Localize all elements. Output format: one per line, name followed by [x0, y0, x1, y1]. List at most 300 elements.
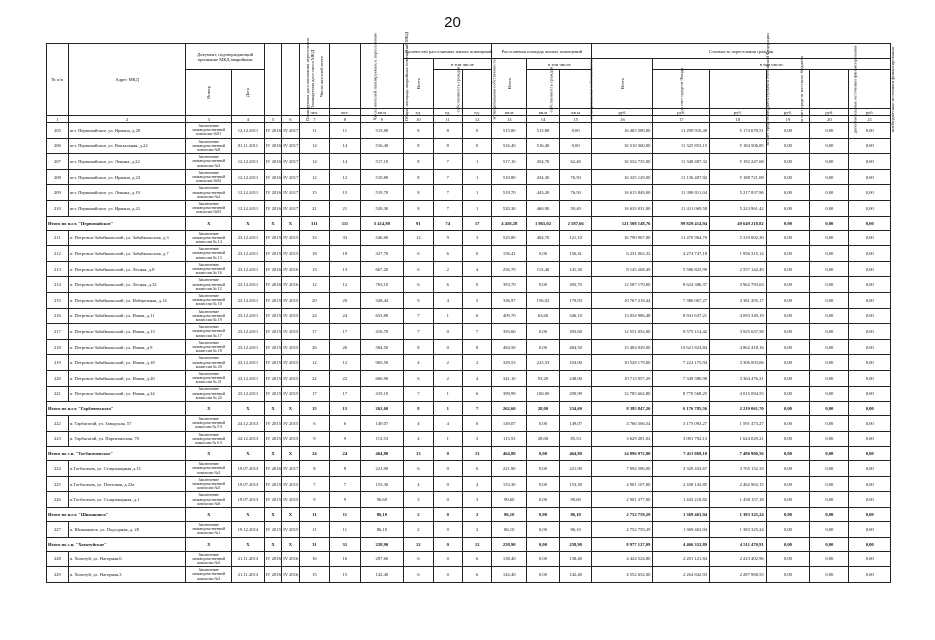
cost-cell: 4 015 094,55 [710, 386, 767, 402]
cost-cell: 0,00 [810, 261, 849, 277]
address-cell: пгт. Первомайское, ул. Вокзальная, д.22 [68, 138, 186, 154]
value-cell: 2 [462, 355, 491, 371]
value-cell: 28,00 [527, 402, 560, 416]
doc-date-cell: 12.12.2011 [232, 123, 265, 139]
cost-cell: 11 136 407,92 [653, 169, 710, 185]
doc-date-cell: X [232, 537, 265, 551]
value-cell: 16 [299, 551, 329, 567]
plan-demolish-cell: IV 2015 [282, 386, 299, 402]
cost-cell: 0,00 [849, 551, 891, 567]
subtotal-row [47, 537, 891, 551]
page-number: 20 [444, 14, 461, 31]
value-cell: 90,60 [360, 492, 404, 508]
row-number-cell: 208 [47, 169, 69, 185]
relocation-table [46, 31, 896, 583]
value-cell: 8 [433, 123, 462, 139]
value-cell: 2 [433, 355, 462, 371]
value-cell: 653,80 [360, 308, 404, 324]
unit-cell: кв.м [527, 109, 560, 116]
address-cell: п. Петровск-Забайкальский, ул. Набережная, д.14 [68, 292, 186, 308]
doc-date-cell: 24.12.2013 [232, 416, 265, 432]
cost-cell: 0,00 [849, 123, 891, 139]
value-cell: 11 [330, 508, 360, 522]
value-cell: 153,30 [360, 476, 404, 492]
doc-number-cell: Заключение межведомственной комиссии №5 [186, 476, 232, 492]
subtotal-label: Итого по п.г.т. "Шимановск" [47, 508, 186, 522]
value-cell: 525,80 [492, 230, 527, 246]
value-cell: 76,50 [559, 169, 592, 185]
value-cell: 149,07 [559, 416, 592, 432]
doc-date-cell: 12.12.2011 [232, 185, 265, 201]
column-number-cell: 1 [47, 116, 69, 123]
value-cell: 24 [330, 447, 360, 461]
value-cell: 311 [330, 216, 360, 230]
subtotal-row [47, 402, 891, 416]
value-cell: 8 [404, 339, 433, 355]
cost-cell: 10 621 824,84 [653, 339, 710, 355]
cost-cell: 11 398 011,04 [653, 185, 710, 201]
cost-cell: 4 511 470,91 [710, 537, 767, 551]
value-cell: 13 [330, 261, 360, 277]
value-cell: 8 [462, 339, 491, 355]
cost-cell: 7 386 067,27 [653, 292, 710, 308]
value-cell: 6 [404, 261, 433, 277]
plan-demolish-cell: IV 2015 [282, 492, 299, 508]
cost-cell: 0,00 [849, 308, 891, 324]
cost-cell: 8 395 847,26 [592, 402, 653, 416]
value-cell: 0,00 [527, 246, 560, 262]
value-cell: 1 [433, 402, 462, 416]
value-cell: 0 [433, 324, 462, 340]
value-cell: 460,90 [527, 200, 560, 216]
value-cell: 666,90 [360, 370, 404, 386]
value-cell: 17 [299, 324, 329, 340]
cost-cell: 0,00 [849, 508, 891, 522]
value-cell: 0 [462, 123, 491, 139]
plan-finish-cell: IV 2015 [264, 476, 281, 492]
cost-cell: 0,00 [766, 370, 810, 386]
unit-cell: кв.м [559, 109, 592, 116]
doc-date-cell: 23.12.2011 [232, 355, 265, 371]
cost-cell: 0,00 [849, 324, 891, 340]
value-cell: 516,40 [527, 138, 560, 154]
cost-cell: 4 466 352,89 [653, 537, 710, 551]
doc-number-cell: Заключение межведомственной комиссии № 16 [186, 261, 232, 277]
doc-date-cell: 12.12.2011 [232, 154, 265, 170]
value-cell: 0 [433, 461, 462, 477]
cost-cell: 1 383 325,24 [710, 522, 767, 538]
cost-cell: 5 223 961,42 [710, 200, 767, 216]
cost-cell: 0,00 [849, 386, 891, 402]
value-cell: 336,97 [492, 292, 527, 308]
cost-cell: 0,00 [849, 246, 891, 262]
plan-demolish-cell: IV 2017 [282, 185, 299, 201]
doc-date-cell: 19.07.2013 [232, 461, 265, 477]
value-cell: 11 [330, 522, 360, 538]
cost-cell: 3 364 476,31 [710, 370, 767, 386]
cost-cell: 12 785 662,80 [592, 386, 653, 402]
value-cell: 86,10 [360, 508, 404, 522]
cost-cell: 8 770 568,25 [653, 386, 710, 402]
unit-cell: руб. [766, 109, 810, 116]
row-number-cell: 222 [47, 416, 69, 432]
value-cell: 179,93 [559, 292, 592, 308]
row-number-cell: 228 [47, 551, 69, 567]
row-number-cell: 224 [47, 461, 69, 477]
cost-cell: 0,00 [766, 551, 810, 567]
value-cell: 7 [462, 324, 491, 340]
value-cell: 9 [330, 431, 360, 447]
cost-cell: 0,00 [810, 431, 849, 447]
plan-demolish-cell: IV 2015 [282, 355, 299, 371]
value-cell: 9 [433, 230, 462, 246]
address-cell: п. Петровск-Забайкальский, ул. Новая, д.24 [68, 386, 186, 402]
cost-cell: 3 925 637,58 [710, 324, 767, 340]
cost-cell: 5 217 837,96 [710, 185, 767, 201]
cost-cell: 0,00 [766, 292, 810, 308]
plan-demolish-cell: IV 2017 [282, 154, 299, 170]
cost-cell: 0,00 [849, 522, 891, 538]
address-cell: п. Петровск-Забайкальский, ул. Новая, д.13 [68, 324, 186, 340]
plan-demolish-cell: IV 2015 [282, 431, 299, 447]
value-cell: 515,80 [527, 123, 560, 139]
address-cell: пгт. Первомайское, ул. Ирмана, д.21 [68, 200, 186, 216]
cost-cell: 0,00 [810, 370, 849, 386]
value-cell: 4 [433, 416, 462, 432]
value-cell: 520,30 [492, 200, 527, 216]
cost-cell: 4 424 524,80 [592, 551, 653, 567]
value-cell: 7 [433, 154, 462, 170]
value-cell: 0,00 [559, 138, 592, 154]
address-cell: п. Петровск-Забайкальский, ул. Новая, д.11 [68, 308, 186, 324]
value-cell: 15 [330, 402, 360, 416]
table-row [47, 567, 891, 583]
value-cell: 1 [462, 154, 491, 170]
cost-cell: 0,00 [766, 185, 810, 201]
value-cell: 0 [433, 447, 462, 461]
cost-cell: 13 034 986,48 [592, 308, 653, 324]
table-row [47, 154, 891, 170]
address-cell: п. Хохотуй, ул. Нагорная,3 [68, 567, 186, 583]
value-cell: 100,00 [527, 386, 560, 402]
value-cell: 297,60 [360, 551, 404, 567]
value-cell: 4 [462, 476, 491, 492]
cost-cell: 7 094 586,00 [592, 461, 653, 477]
plan-finish-cell: IV 2016 [264, 154, 281, 170]
value-cell: 6 [404, 277, 433, 293]
doc-number-cell: Заключение межведомственной комиссии № 17 [186, 324, 232, 340]
cost-cell: 5 586 825,99 [653, 261, 710, 277]
cost-cell: 0,00 [810, 169, 849, 185]
value-cell: 2 [404, 522, 433, 538]
doc-date-cell: 19.07.2013 [232, 492, 265, 508]
table-row [47, 551, 891, 567]
cost-cell: 6 176 785,56 [653, 402, 710, 416]
value-cell: 11 [299, 123, 329, 139]
column-number-cell: 13 [492, 116, 527, 123]
value-cell: 0,00 [527, 476, 560, 492]
doc-date-cell: 21.11.2013 [232, 567, 265, 583]
cost-cell: 0,00 [849, 169, 891, 185]
value-cell: 393,70 [492, 277, 527, 293]
cost-cell: 0,00 [766, 508, 810, 522]
cost-cell: 99 829 414,94 [653, 216, 710, 230]
address-cell: пгт. Первомайское, ул. Ирмана, д.23 [68, 169, 186, 185]
value-cell: 156,02 [527, 292, 560, 308]
value-cell: 20 [330, 292, 360, 308]
header-fund-other: внебюджетные источники финансирования [849, 70, 891, 109]
address-cell: п. Петровск-Забайкальский, ул. Новая, д.20 [68, 370, 186, 386]
row-number-cell: 211 [47, 230, 69, 246]
cost-cell: 0,00 [766, 355, 810, 371]
header-doc-date: Дата [232, 70, 265, 116]
value-cell: 2 [404, 508, 433, 522]
cost-cell: 5 319 002,30 [710, 230, 767, 246]
cost-cell: 3 629 281,02 [592, 431, 653, 447]
value-cell: 9 [404, 292, 433, 308]
cost-cell: 0,00 [810, 123, 849, 139]
value-cell: 516,40 [492, 138, 527, 154]
table-row [47, 355, 891, 371]
unit-cell: руб. [653, 109, 710, 116]
address-cell: п. Хохотуй, ул. Нагорная,6 [68, 551, 186, 567]
header-area-munic: муниципальная собственность [559, 70, 592, 109]
value-cell: 443,20 [527, 185, 560, 201]
cost-cell: 0,00 [849, 200, 891, 216]
value-cell: 26 [299, 339, 329, 355]
doc-number-cell: Заключение межведомственной комиссии №91 [186, 123, 232, 139]
value-cell: 510,80 [492, 169, 527, 185]
cost-cell: 0,00 [766, 200, 810, 216]
table-row [47, 461, 891, 477]
cost-cell: 3 765 152,33 [710, 461, 767, 477]
subtotal-row [47, 447, 891, 461]
value-cell: 346,10 [559, 308, 592, 324]
value-cell: 6 [462, 386, 491, 402]
cost-cell: 0,00 [766, 324, 810, 340]
value-cell: 484,50 [492, 339, 527, 355]
cost-cell: 0,00 [849, 447, 891, 461]
cost-cell: 0,00 [849, 261, 891, 277]
value-cell: 3 [404, 492, 433, 508]
subtotal-label: Итого по с.п. "Хохотуйское" [47, 537, 186, 551]
value-cell: 3 [462, 431, 491, 447]
value-cell: 0,00 [527, 551, 560, 567]
value-cell: 18 [299, 246, 329, 262]
doc-date-cell: 01.11.2011 [232, 138, 265, 154]
header-fund-extra: дополнительные источники финансирования [810, 70, 849, 109]
cost-cell: 2 264 842,93 [653, 567, 710, 583]
value-cell: 4 [462, 261, 491, 277]
cost-cell: 0,00 [810, 492, 849, 508]
value-cell: 9 [299, 492, 329, 508]
subtotal-row [47, 216, 891, 230]
doc-number-cell: Заключение межведомственной комиссии № 5 б [186, 416, 232, 432]
value-cell: 18 [330, 246, 360, 262]
value-cell: 6 [404, 567, 433, 583]
cost-cell: 0,00 [810, 537, 849, 551]
plan-demolish-cell: IV 2015 [282, 230, 299, 246]
cost-cell: 2 223 402,96 [710, 551, 767, 567]
value-cell: 138,40 [492, 551, 527, 567]
plan-demolish-cell: IV 2015 [282, 292, 299, 308]
value-cell: 4 [404, 476, 433, 492]
row-number-cell: 229 [47, 567, 69, 583]
header-residents: Число жителей всего [299, 44, 329, 109]
unit-cell: руб. [592, 109, 653, 116]
value-cell: 7 [404, 308, 433, 324]
value-cell: 7 [404, 386, 433, 402]
value-cell: 546,60 [360, 230, 404, 246]
value-cell: 21 [299, 200, 329, 216]
subtotal-label: Итого по с.п. "Тогбагачевское" [47, 447, 186, 461]
relocation-table-wrapper [46, 31, 896, 635]
header-rooms-munic: муниципальная собственность [462, 70, 491, 109]
value-cell: 91 [404, 216, 433, 230]
cost-cell: 1 591 473,27 [710, 416, 767, 432]
plan-demolish-cell: IV 2016 [282, 567, 299, 583]
doc-number-cell: Заключение межведомственной комиссии №92 [186, 169, 232, 185]
table-row [47, 292, 891, 308]
value-cell: 7 [330, 476, 360, 492]
header-cost-incl: в том числе: [653, 59, 891, 70]
cost-cell: 0,00 [810, 447, 849, 461]
value-cell: 0,00 [559, 123, 592, 139]
cost-cell: 2 287 968,55 [710, 567, 767, 583]
value-cell: 4 [404, 355, 433, 371]
cost-cell: 0,00 [849, 355, 891, 371]
value-cell: 1 [433, 308, 462, 324]
doc-date-cell: X [232, 447, 265, 461]
cost-cell: 3 175 093,27 [653, 416, 710, 432]
value-cell: 0 [433, 339, 462, 355]
cost-cell: 8 941 637,21 [653, 308, 710, 324]
plan-finish-cell: IV 2015 [264, 292, 281, 308]
cost-cell: 1 383 325,24 [710, 508, 767, 522]
value-cell: 59,40 [559, 200, 592, 216]
cost-cell: 0,00 [766, 537, 810, 551]
header-no: № п/п [47, 44, 69, 116]
value-cell: 6 [404, 551, 433, 567]
value-cell: 484,50 [559, 339, 592, 355]
doc-date-cell: X [232, 508, 265, 522]
cost-cell: 0,00 [810, 386, 849, 402]
plan-demolish-cell: IV 2016 [282, 551, 299, 567]
plan-finish-cell: IV 2016 [264, 261, 281, 277]
value-cell: 93,20 [527, 370, 560, 386]
value-cell: 8 [404, 185, 433, 201]
value-cell: 6 [462, 567, 491, 583]
doc-number-cell: Заключение межведомственной комиссии №5 [186, 551, 232, 567]
plan-finish-cell: IV 2015 [264, 246, 281, 262]
cost-cell: 1 369 463,94 [653, 522, 710, 538]
cost-cell: 0,00 [810, 216, 849, 230]
value-cell: 262,60 [492, 402, 527, 416]
value-cell: 0 [433, 551, 462, 567]
value-cell: 0 [433, 492, 462, 508]
plan-finish-cell: IV 2015 [264, 324, 281, 340]
value-cell: 327,76 [360, 246, 404, 262]
table-row [47, 476, 891, 492]
table-body [47, 123, 891, 583]
value-cell: 6 [462, 461, 491, 477]
value-cell: 12 [299, 355, 329, 371]
value-cell: 0,00 [527, 447, 560, 461]
table-row [47, 261, 891, 277]
value-cell: 153,30 [492, 476, 527, 492]
cost-cell: 4 274 747,18 [653, 246, 710, 262]
plan-demolish-cell: IV 2015 [282, 522, 299, 538]
value-cell: 24 [299, 308, 329, 324]
plan-demolish-cell: IV 2015 [282, 308, 299, 324]
column-number-cell: 6 [282, 116, 299, 123]
plan-finish-cell: IV 2015 [264, 355, 281, 371]
cost-cell: 0,00 [766, 277, 810, 293]
cost-cell: 0,00 [849, 461, 891, 477]
value-cell: 24 [330, 308, 360, 324]
value-cell: 141,30 [559, 261, 592, 277]
value-cell: 62,40 [559, 154, 592, 170]
value-cell: 0,00 [527, 492, 560, 508]
header-plan-demolish: Планируемая дата сноса МКД [282, 44, 299, 116]
value-cell: 113,40 [527, 261, 560, 277]
value-cell: 33 [330, 230, 360, 246]
doc-date-cell: 12.12.2011 [232, 200, 265, 216]
cost-cell: 7 486 906,56 [710, 447, 767, 461]
doc-date-cell: 23.12.2011 [232, 339, 265, 355]
plan-demolish-cell: X [282, 537, 299, 551]
address-cell: п.Тогбагачев, ул. Почтовая, д.23а [68, 476, 186, 492]
row-number-cell: 210 [47, 200, 69, 216]
cost-cell: 0,00 [810, 292, 849, 308]
cost-cell: 0,00 [810, 416, 849, 432]
header-cost-group: Стоимость переселения граждан [592, 44, 891, 59]
row-number-cell: 223 [47, 431, 69, 447]
address-cell: пгт. Первомайское, ул. Ирмана, д.20 [68, 123, 186, 139]
cost-cell: 0,00 [810, 246, 849, 262]
cost-cell: 16 615 849,00 [592, 185, 653, 201]
cost-cell: 5 188 721,08 [710, 169, 767, 185]
row-number-cell: 221 [47, 386, 69, 402]
cost-cell: 0,00 [849, 431, 891, 447]
value-cell: 86,10 [492, 522, 527, 538]
value-cell: 763,10 [360, 277, 404, 293]
cost-cell: 0,00 [766, 154, 810, 170]
value-cell: 13 [462, 447, 491, 461]
unit-cell: кв.м [360, 109, 404, 116]
table-row [47, 277, 891, 293]
plan-finish-cell: IV 2016 [264, 200, 281, 216]
value-cell: 8 [299, 461, 329, 477]
header-fund-region: за счет средств бюджета субъекта Российской Федерации [710, 70, 767, 109]
value-cell: 0,00 [527, 522, 560, 538]
cost-cell: 1 458 157,18 [710, 492, 767, 508]
value-cell: 11 [299, 508, 329, 522]
doc-date-cell: 23.12.2011 [232, 370, 265, 386]
row-number-cell: 214 [47, 277, 69, 293]
doc-number-cell: Заключение межведомственной комиссии № 6 б [186, 431, 232, 447]
doc-number-cell: Заключение межведомственной комиссии №3 [186, 461, 232, 477]
doc-date-cell: 12.12.2011 [232, 169, 265, 185]
row-number-cell: 226 [47, 492, 69, 508]
cost-cell: 0,00 [766, 339, 810, 355]
value-cell: 311 [299, 216, 329, 230]
cost-cell: 10 713 957,29 [592, 370, 653, 386]
row-number-cell: 215 [47, 292, 69, 308]
value-cell: 0,00 [527, 416, 560, 432]
unit-cell: руб. [710, 109, 767, 116]
value-cell: 138,40 [559, 551, 592, 567]
